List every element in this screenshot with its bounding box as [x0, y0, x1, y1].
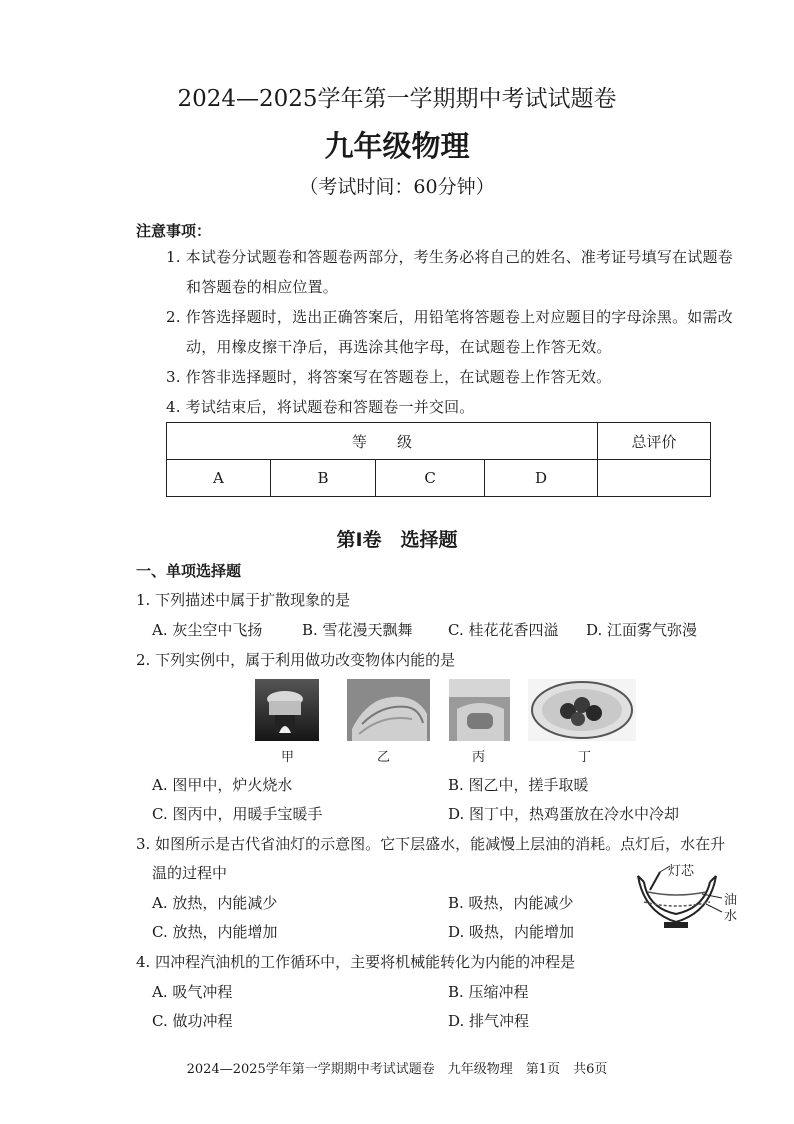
- figure-ding-eggs-in-water: [528, 679, 636, 741]
- question-1-option-b: B. 雪花漫天飘舞: [302, 621, 413, 639]
- note-item: 2. 作答选择题时，选出正确答案后，用铅笔将答题卷上对应题目的字母涂黑。如需改: [166, 308, 733, 326]
- question-3-option-c: C. 放热，内能增加: [152, 923, 278, 941]
- oil-lamp-label-water: 水: [724, 909, 738, 924]
- exam-title: 2024—2025学年第一学期期中考试试题卷: [177, 86, 617, 112]
- figure-caption-ding: 丁: [578, 750, 592, 765]
- note-item: 和答题卷的相应位置。: [186, 278, 339, 296]
- question-1-option-d: D. 江面雾气弥漫: [586, 621, 698, 639]
- question-2-option-b: B. 图乙中，搓手取暖: [448, 776, 589, 794]
- question-2-option-a: A. 图甲中，炉火烧水: [152, 776, 293, 794]
- question-1-stem: 1. 下列描述中属于扩散现象的是: [136, 591, 351, 609]
- question-3-option-b: B. 吸热，内能减少: [448, 894, 574, 912]
- oil-lamp-label-wick: 灯芯: [668, 864, 695, 879]
- question-3-stem: 3. 如图所示是古代省油灯的示意图。它下层盛水，能减慢上层油的消耗。点灯后，水在升: [136, 835, 726, 853]
- grade-cell-b: B: [270, 460, 375, 497]
- question-4-option-a: A. 吸气冲程: [152, 983, 233, 1001]
- question-4-option-d: D. 排气冲程: [448, 1012, 530, 1030]
- note-item: 1. 本试卷分试题卷和答题卷两部分，考生务必将自己的姓名、准考证号填写在试题卷: [166, 248, 733, 266]
- question-2-option-d: D. 图丁中，热鸡蛋放在冷水中冷却: [448, 805, 680, 823]
- question-3-option-d: D. 吸热，内能增加: [448, 923, 575, 941]
- figure-yi-rubbing-hands: [347, 679, 430, 741]
- question-4-stem: 4. 四冲程汽油机的工作循环中，主要将机械能转化为内能的冲程是: [136, 953, 576, 971]
- grade-cell-d: D: [484, 460, 597, 497]
- figure-caption-jia: 甲: [281, 750, 295, 765]
- exam-subtitle: 九年级物理: [324, 129, 470, 163]
- oil-lamp-label-oil: 油: [724, 893, 738, 908]
- figure-jia-boiling-water: [255, 679, 319, 741]
- note-item: 4. 考试结束后，将试题卷和答题卷一并交回。: [166, 398, 475, 416]
- grade-cell-c: C: [376, 460, 485, 497]
- note-item: 动，用橡皮擦干净后，再选涂其他字母，在试题卷上作答无效。: [186, 338, 612, 356]
- question-2-stem: 2. 下列实例中，属于利用做功改变物体内能的是: [136, 651, 456, 669]
- question-3-option-a: A. 放热，内能减少: [152, 894, 278, 912]
- part-heading: 一、单项选择题: [136, 562, 242, 580]
- grade-cell-a: A: [167, 460, 271, 497]
- total-evaluation-cell: [598, 460, 711, 497]
- grade-header: 等 级: [167, 423, 598, 460]
- figure-caption-yi: 乙: [377, 750, 391, 765]
- question-2-option-c: C. 图丙中，用暖手宝暖手: [152, 805, 323, 823]
- question-4-option-c: C. 做功冲程: [152, 1012, 233, 1030]
- question-1-option-c: C. 桂花花香四溢: [448, 621, 559, 639]
- page-footer: 2024—2025学年第一学期期中考试试题卷 九年级物理 第1页 共6页: [186, 1062, 608, 1077]
- section-title: 第Ⅰ卷 选择题: [336, 529, 458, 551]
- note-item: 3. 作答非选择题时，将答案写在答题卷上，在试题卷上作答无效。: [166, 368, 612, 386]
- total-evaluation-header: 总评价: [598, 423, 711, 460]
- figure-caption-bing: 丙: [472, 750, 486, 765]
- figure-bing-hand-warmer: [449, 679, 510, 741]
- question-3-stem-cont: 温的过程中: [152, 864, 228, 882]
- grade-table: [166, 422, 711, 497]
- question-4-option-b: B. 压缩冲程: [448, 983, 529, 1001]
- question-1-option-a: A. 灰尘空中飞扬: [152, 621, 263, 639]
- notes-heading: 注意事项：: [136, 222, 212, 240]
- exam-time: （考试时间：60分钟）: [299, 176, 495, 198]
